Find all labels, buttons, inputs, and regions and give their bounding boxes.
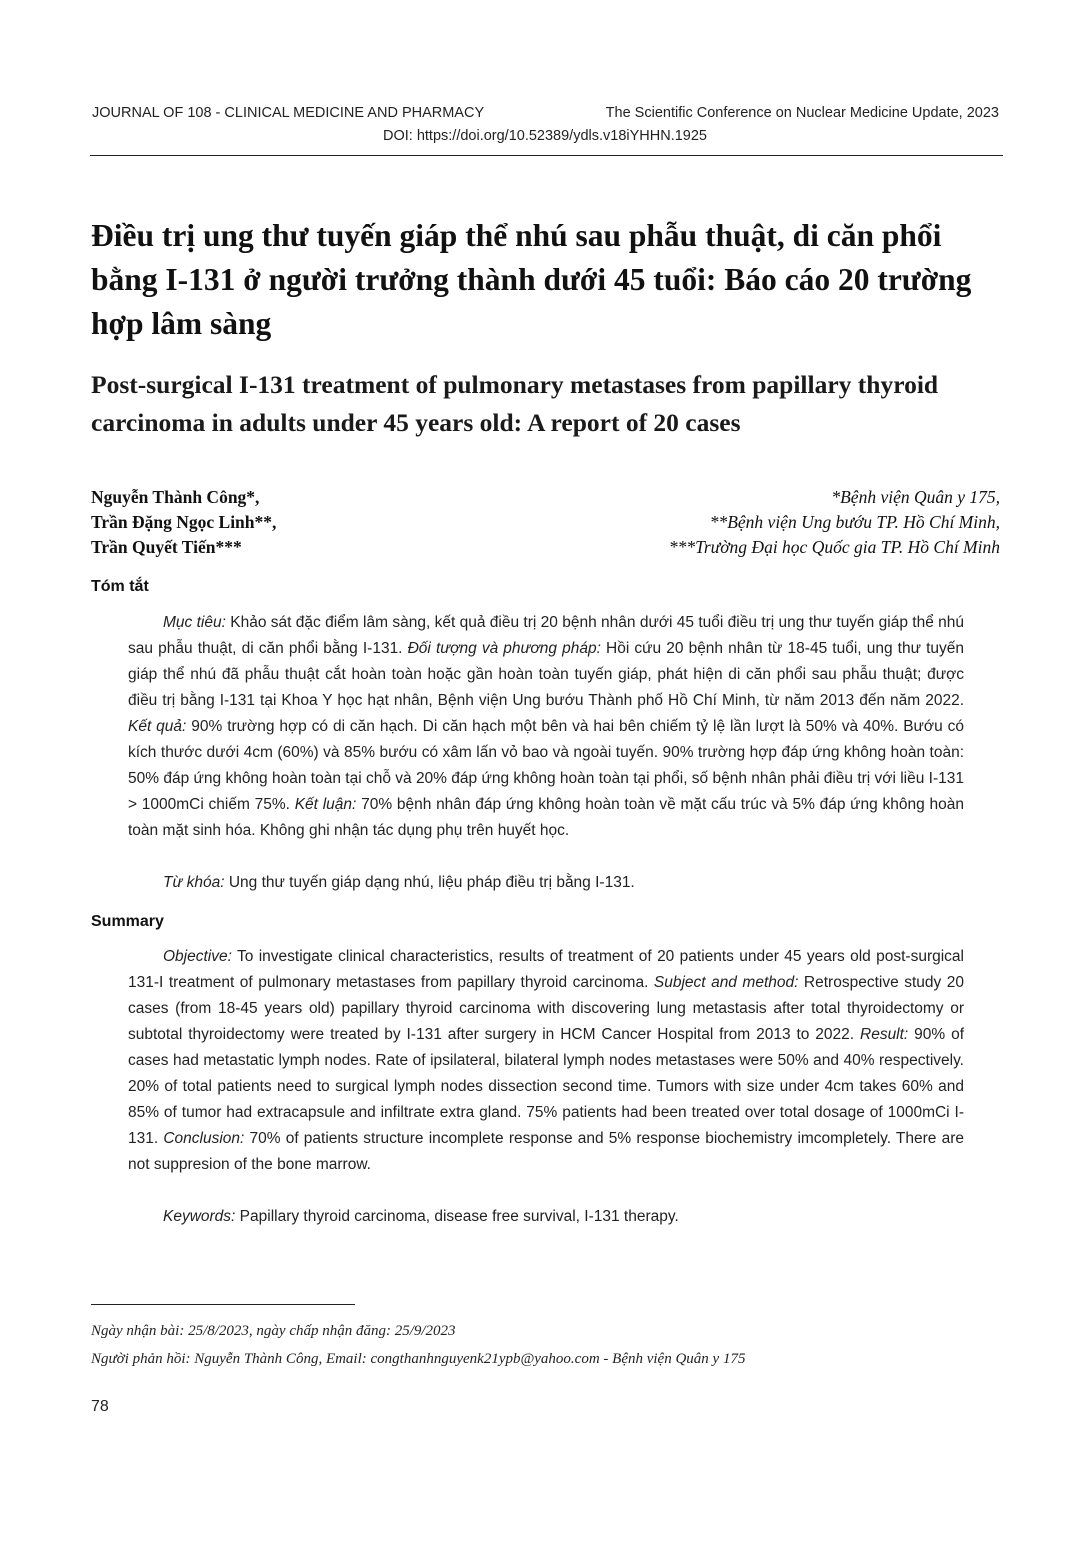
result-text: 90% of cases had metastatic lymph nodes. Rate of ipsilateral, bilateral lymph nodes metastases were 50% and 40% respectively. 20% of total patients need to surgical lymph nodes dissection second time. Tumors with size under 4cm takes 60% and 85% of tumor had extracapsule and infiltrate extra gland. 75% patients had been treated over total dosage of 1000mCi I-131.	[128, 1026, 965, 1147]
conclusion-label: Conclusion:	[163, 1130, 245, 1147]
method-text: Retrospective study 20 cases (from 18-45 years old) papillary thyroid carcinoma with discovering lung metastasis after total thyroidectomy or subtotal thyroidectomy were treated by I-131 after surgery in HCM Cancer Hospital from 2013 to 2022.	[128, 974, 964, 1043]
affiliation: ***Trường Đại học Quốc gia TP. Hồ Chí Minh	[668, 537, 1000, 557]
conference-name: The Scientific Conference on Nuclear Medicine Update, 2023	[605, 105, 999, 121]
footnote-correspondence: Người phản hồi: Nguyễn Thành Công, Email: congthanhnguyenk21ypb@yahoo.com - Bệnh viện Quân y 175	[91, 1351, 746, 1367]
title-vietnamese: Điều trị ung thư tuyến giáp thể nhú sau phẫu thuật, di căn phổi bằng I-131 ở người trưởng thành dưới 45 tuổi: Báo cáo 20 trường hợp lâm sàng	[91, 218, 972, 341]
result-label: Result:	[860, 1026, 909, 1043]
abstract-vi-heading: Tóm tắt	[91, 578, 149, 595]
author-list	[91, 485, 276, 560]
result-text: 90% trường hợp có di căn hạch. Di căn hạch một bên và hai bên chiếm tỷ lệ lần lượt là 50% và 40%. Bướu có kích thước dưới 4cm (60%) và 85% bướu có xâm lấn vỏ bao và ngoài tuyến. 90% trường hợp đáp ứng không hoàn toàn: 50% đáp ứng không hoàn toàn tại chỗ và 20% đáp ứng không hoàn toàn tại phổi, số bệnh nhân phải điều trị với liều I-131 > 1000mCi chiếm 75%.	[128, 718, 964, 813]
result-label: Kết quả:	[128, 718, 187, 735]
keywords-vi	[163, 870, 635, 896]
author: Trần Quyết Tiến***	[91, 537, 242, 557]
footnote-divider	[91, 1304, 355, 1305]
abstract-en-heading: Summary	[91, 913, 164, 930]
objective-label: Objective:	[163, 948, 232, 965]
method-label: Subject and method:	[653, 974, 799, 991]
conclusion-text: 70% bệnh nhân đáp ứng không hoàn toàn về mặt cấu trúc và 5% đáp ứng không hoàn toàn mặt sinh hóa. Không ghi nhận tác dụng phụ trên huyết học.	[128, 796, 964, 839]
keywords-label: Keywords:	[163, 1208, 236, 1225]
affiliation-list	[669, 485, 1000, 560]
author: Nguyễn Thành Công*,	[91, 487, 260, 507]
title-english: Post-surgical I-131 treatment of pulmonary metastases from papillary thyroid carcinoma in adults under 45 years old: A report of 20 cases	[91, 370, 939, 437]
affiliation: *Bệnh viện Quân y 175,	[831, 487, 1000, 507]
objective-label: Mục tiêu:	[163, 614, 226, 631]
method-label: Đối tượng và phương pháp:	[407, 640, 601, 657]
objective-text: To investigate clinical characteristics, results of treatment of 20 patients under 45 years old post-surgical 131-I treatment of pulmonary metastases from papillary thyroid carcinoma.	[128, 948, 964, 991]
doi-link[interactable]: DOI: https://doi.org/10.52389/ydls.v18iYHHN.1925	[382, 128, 707, 144]
conclusion-text: 70% of patients structure incomplete response and 5% response biochemistry imcompletely. There are not suppresion of the bone marrow.	[128, 1130, 964, 1173]
author: Trần Đặng Ngọc Linh**,	[91, 512, 277, 532]
keywords-en	[163, 1204, 679, 1230]
keywords-label: Từ khóa:	[163, 874, 225, 891]
conclusion-label: Kết luận:	[294, 796, 357, 813]
journal-name: JOURNAL OF 108 - CLINICAL MEDICINE AND PHARMACY	[92, 105, 485, 121]
affiliation: **Bệnh viện Ung bướu TP. Hồ Chí Minh,	[709, 512, 1000, 532]
abstract-en-body	[128, 944, 964, 1178]
method-text: Hồi cứu 20 bệnh nhân từ 18-45 tuổi, ung thư tuyến giáp thể nhú đã phẫu thuật cắt hoàn toàn hoặc gần hoàn toàn tuyến giáp, phát hiện di căn phổi sau phẫu thuật; được điều trị bằng I-131 tại Khoa Y học hạt nhân, Bệnh viện Ung bướu Thành phố Hồ Chí Minh, từ năm 2013 đến năm 2022.	[128, 640, 964, 709]
keywords-text: Papillary thyroid carcinoma, disease free survival, I-131 therapy.	[235, 1208, 679, 1225]
keywords-text: Ung thư tuyến giáp dạng nhú, liệu pháp điều trị bằng I-131.	[224, 874, 635, 891]
abstract-vi-body	[128, 610, 964, 844]
header-divider	[90, 155, 1003, 156]
objective-text: Khảo sát đặc điểm lâm sàng, kết quả điều trị 20 bệnh nhân dưới 45 tuổi điều trị ung thư tuyến giáp thể nhú sau phẫu thuật, di căn phổi bằng I-131.	[128, 614, 965, 657]
page-number: 78	[91, 1398, 109, 1415]
footnote-received: Ngày nhận bài: 25/8/2023, ngày chấp nhận đăng: 25/9/2023	[91, 1323, 456, 1339]
